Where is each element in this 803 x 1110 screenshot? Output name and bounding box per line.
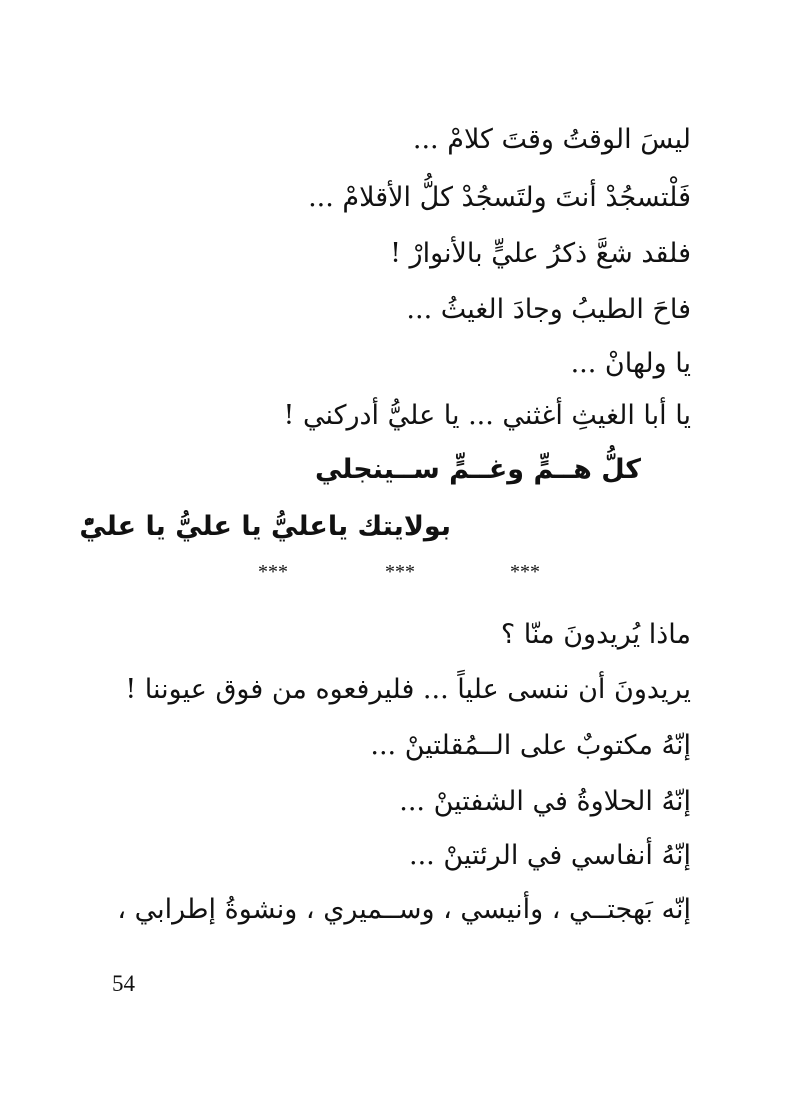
page-number: 54 xyxy=(112,971,135,996)
separator-stars: *** xyxy=(258,561,288,583)
poem-line: إنّهُ الحلاوةُ في الشفتينْ ... xyxy=(399,786,691,817)
poem-line: فاحَ الطيبُ وجادَ الغيثُ ... xyxy=(406,294,691,325)
poem-line: يا ولهانْ ... xyxy=(570,348,691,379)
poem-line: يريدونَ أن ننسى علياً ... فليرفعوه من فوق عيوننا ! xyxy=(125,674,691,705)
poem-line: فلقد شعَّ ذكرُ عليٍّ بالأنوارْ ! xyxy=(390,238,691,269)
poem-line: إنّه بَهجتــي ، وأنيسي ، وســميري ، ونشوةُ إطرابي ، xyxy=(117,894,691,925)
bold-verse: بولايتك ياعليُّ يا عليُّ يا عليّْ xyxy=(79,511,451,542)
separator-stars: *** xyxy=(385,561,415,583)
separator-stars: *** xyxy=(510,561,540,583)
poem-line: فَلْتسجُدْ أنتَ ولتَسجُدْ كلُّ الأقلامْ ... xyxy=(308,182,691,213)
poem-line: ليسَ الوقتُ وقتَ كلامْ ... xyxy=(412,124,691,155)
poem-line: ماذا يُريدونَ منّا ؟ xyxy=(500,619,691,650)
poem-line: إنّهُ أنفاسي في الرئتينْ ... xyxy=(409,840,691,871)
poem-line: إنّهُ مكتوبٌ على الــمُقلتينْ ... xyxy=(370,730,691,761)
poem-line: يا أبا الغيثِ أغثني ... يا عليُّ أدركني ! xyxy=(283,400,691,431)
bold-verse: كلُّ هــمٍّ وغــمٍّ ســينجلي xyxy=(314,454,641,485)
